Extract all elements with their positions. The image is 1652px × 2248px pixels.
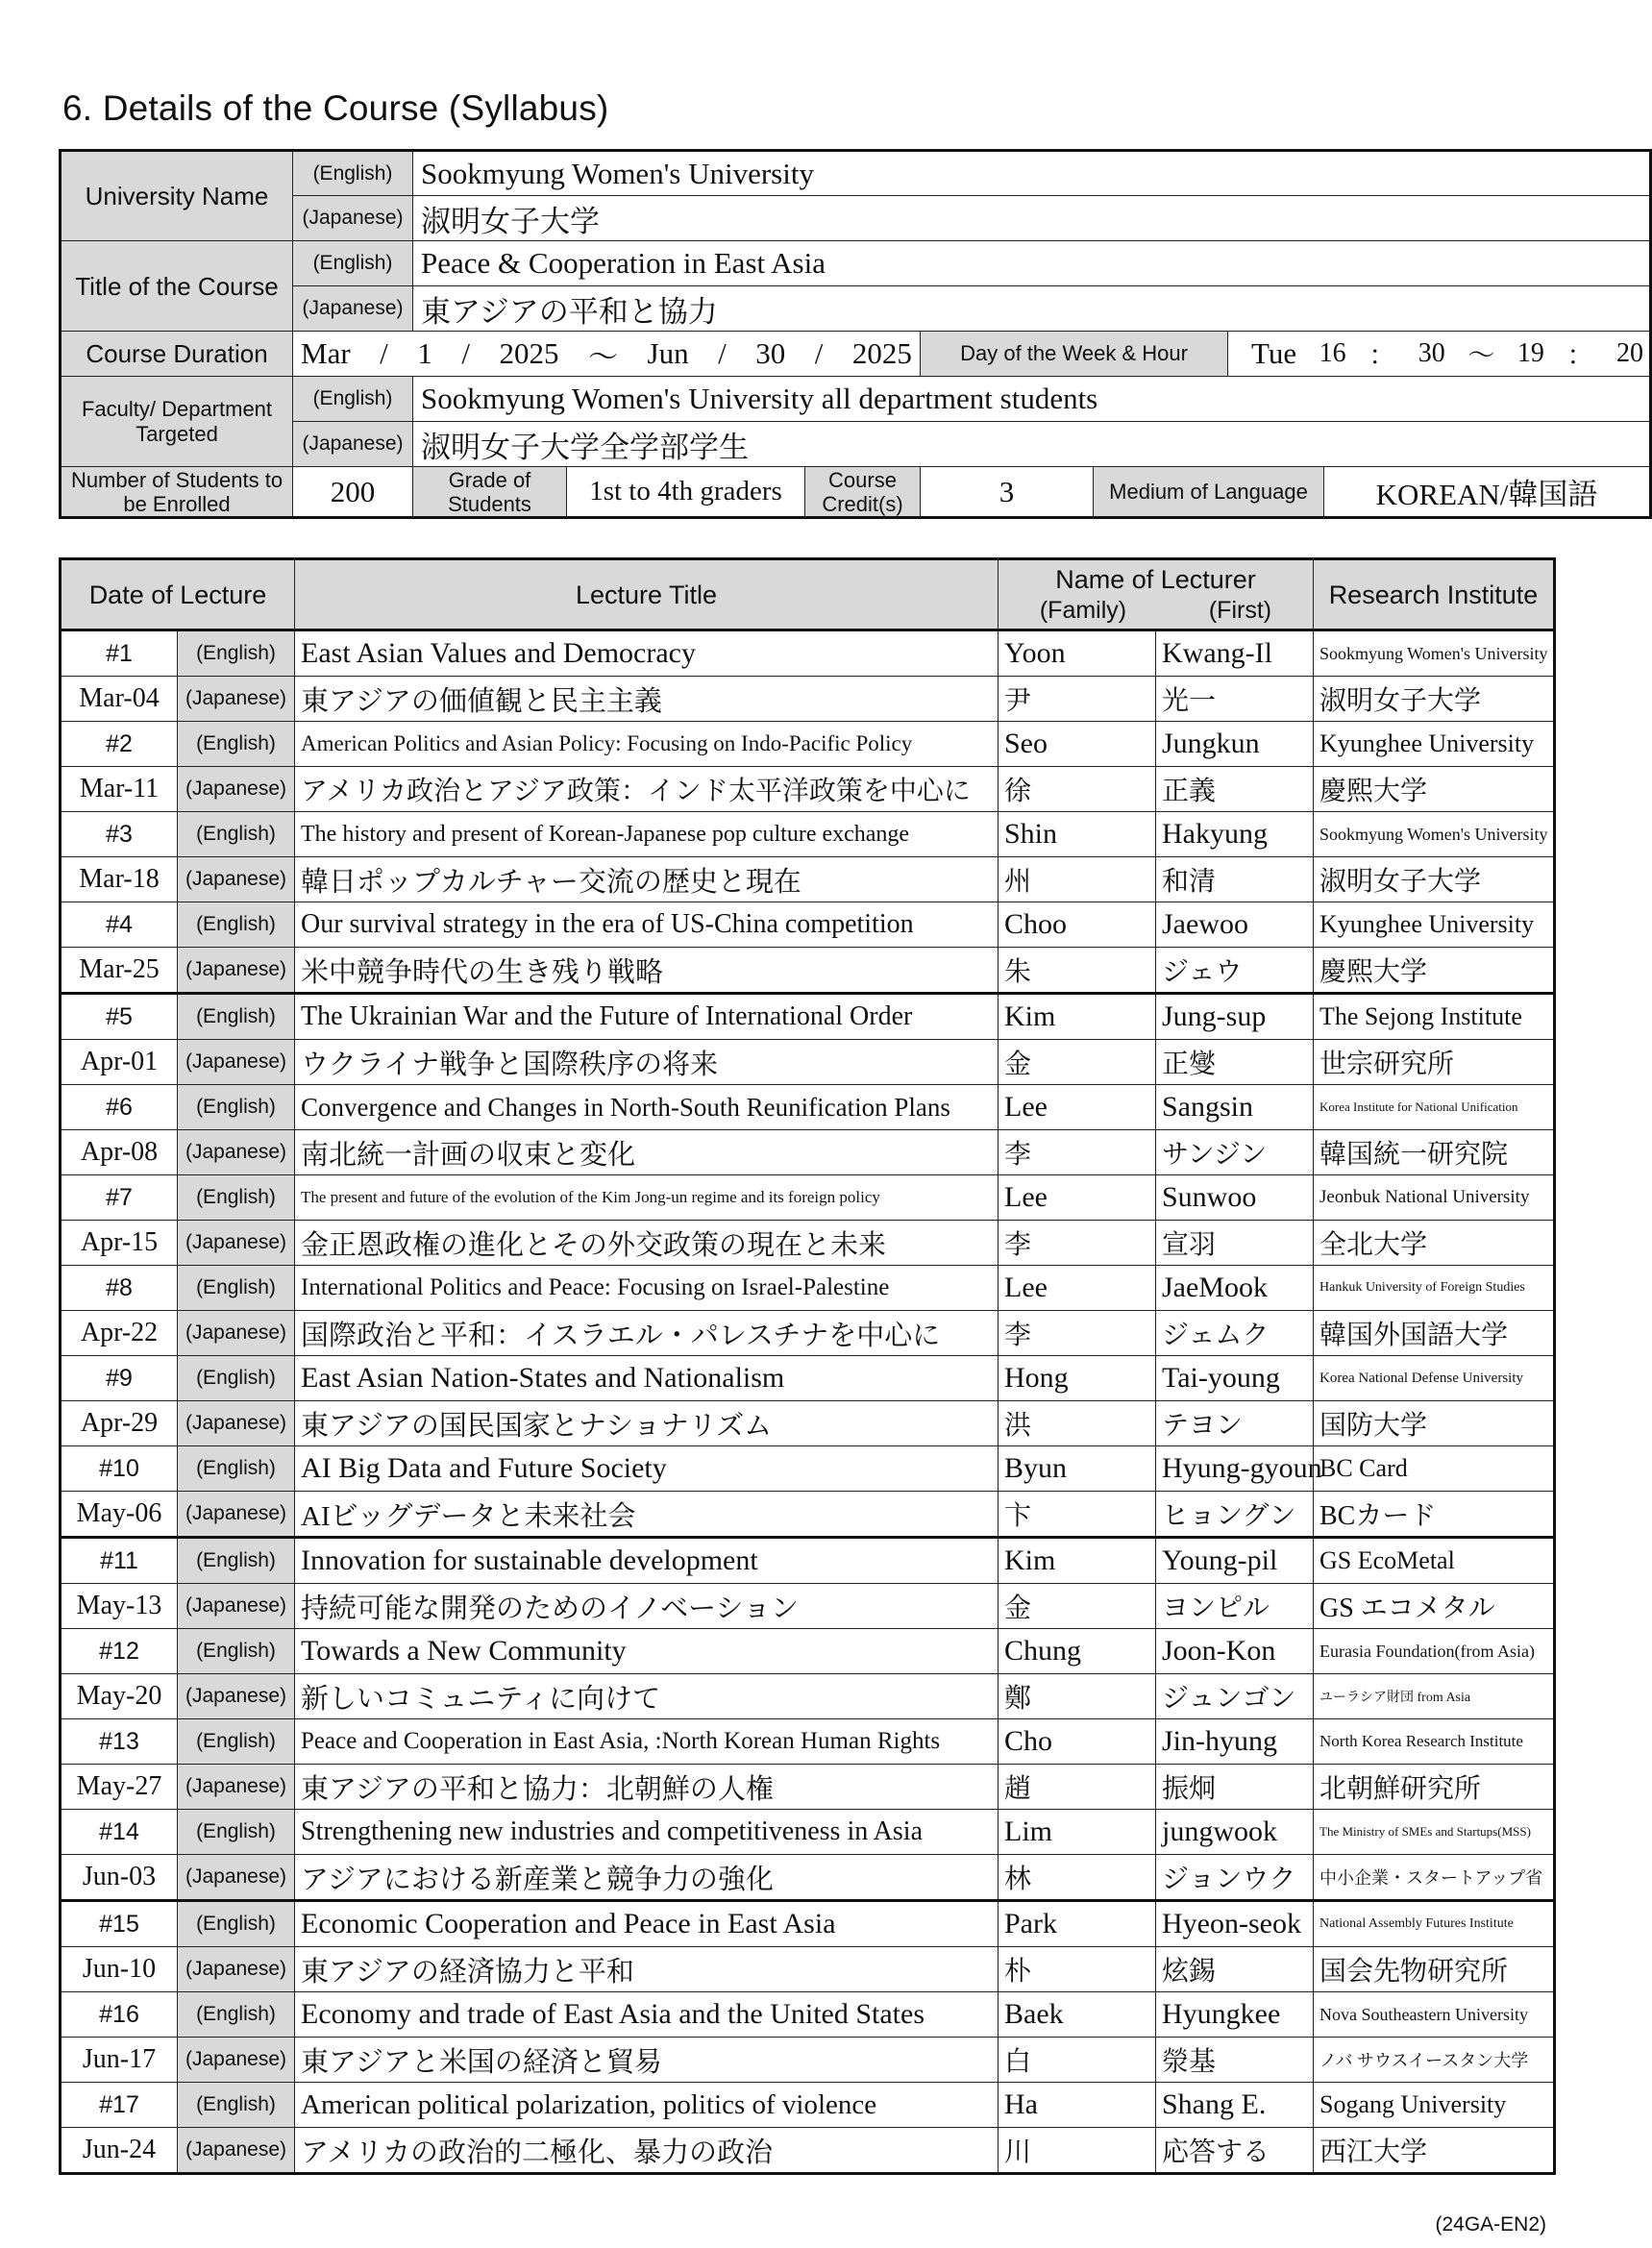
lecture-title-ja: 東アジアの経済協力と平和 [295, 1947, 999, 1992]
lecturer-family-en: Byun [999, 1446, 1156, 1492]
lecture-number: #13 [61, 1719, 178, 1765]
lecture-row-english [61, 812, 1555, 857]
lecturer-family-ja: 鄭 [999, 1674, 1156, 1719]
duration-slash: / [461, 336, 470, 370]
institute-ja: 韓国統一研究院 [1314, 1130, 1555, 1175]
lecture-row-english [61, 2083, 1555, 2128]
students-count: 200 [293, 467, 413, 518]
lecture-row-japanese [61, 1401, 1555, 1446]
lecture-title-en: Convergence and Changes in North-South Reunification Plans [295, 1085, 999, 1130]
lecturer-family-en: Choo [999, 902, 1156, 948]
language-label: Medium of Language [1094, 467, 1324, 518]
lecturer-first-en: Tai-young [1156, 1356, 1314, 1401]
japanese-tag: (Japanese) [293, 196, 413, 241]
lecture-row-english [61, 722, 1555, 767]
japanese-tag: (Japanese) [178, 1947, 295, 1992]
duration-end-year: 2025 [851, 336, 912, 370]
japanese-tag: (Japanese) [178, 1855, 295, 1901]
lecturer-first-ja: サンジン [1156, 1130, 1314, 1175]
institute-ja: 韓国外国語大学 [1314, 1311, 1555, 1356]
lecturer-first-ja: 応答する [1156, 2128, 1314, 2174]
lecturer-first-ja: 炫錫 [1156, 1947, 1314, 1992]
lecturer-family-ja: 趙 [999, 1765, 1156, 1810]
lecture-title-en: American political polarization, politics of violence [295, 2083, 999, 2128]
start-minute: 30 [1418, 338, 1445, 368]
english-tag: (English) [178, 1446, 295, 1492]
japanese-tag: (Japanese) [178, 1401, 295, 1446]
english-tag: (English) [178, 1992, 295, 2038]
lecture-title-ja: 南北統一計画の収束と変化 [295, 1130, 999, 1175]
lecturer-family-ja: 洪 [999, 1401, 1156, 1446]
colon: ： [1566, 341, 1594, 371]
lecturer-family-en: Chung [999, 1629, 1156, 1674]
institute-en: Korea Institute for National Unification [1314, 1085, 1555, 1130]
institute-en: Kyunghee University [1314, 722, 1555, 767]
lecture-number: #17 [61, 2083, 178, 2128]
course-title-en: Peace & Cooperation in East Asia [413, 241, 1651, 286]
lecture-row-japanese [61, 1674, 1555, 1719]
institute-en: Nova Southeastern University [1314, 1992, 1555, 2038]
english-tag: (English) [178, 1810, 295, 1855]
lecturer-family-en: Kim [999, 1538, 1156, 1584]
lecturer-first-en: Jung-sup [1156, 994, 1314, 1040]
lecturer-family-en: Ha [999, 2083, 1156, 2128]
lecture-title-ja: ウクライナ戦争と国際秩序の将来 [295, 1040, 999, 1085]
lecturer-first-en: Sangsin [1156, 1085, 1314, 1130]
colon: ： [1368, 341, 1396, 371]
lecture-date: Mar-18 [61, 857, 178, 902]
lecture-row-english [61, 1810, 1555, 1855]
header-lecturer [999, 559, 1314, 630]
english-tag: (English) [178, 812, 295, 857]
lecturer-first-ja: 正燮 [1156, 1040, 1314, 1085]
lecture-title-ja: 金正恩政権の進化とその外交政策の現在と未来 [295, 1221, 999, 1266]
lecture-title-en: American Politics and Asian Policy: Focusing on Indo-Pacific Policy [295, 722, 999, 767]
institute-en: The Ministry of SMEs and Startups(MSS) [1314, 1810, 1555, 1855]
institute-ja: 北朝鮮研究所 [1314, 1765, 1555, 1810]
english-tag: (English) [178, 1356, 295, 1401]
end-hour: 19 [1516, 338, 1544, 368]
english-tag: (English) [178, 902, 295, 948]
lecture-number: #12 [61, 1629, 178, 1674]
lecture-date: Jun-03 [61, 1855, 178, 1901]
institute-en: Sogang University [1314, 2083, 1555, 2128]
lecture-date: May-06 [61, 1492, 178, 1538]
lecturer-first-ja: テヨン [1156, 1401, 1314, 1446]
institute-en: Korea National Defense University [1314, 1356, 1555, 1401]
english-tag: (English) [178, 1901, 295, 1947]
institute-en: National Assembly Futures Institute [1314, 1901, 1555, 1947]
course-info-table [59, 149, 1652, 519]
duration-slash: / [718, 336, 727, 370]
language-value: KOREAN/韓国語 [1324, 467, 1651, 518]
duration-end-day: 30 [755, 336, 786, 370]
institute-ja: ノバ サウスイースタン大学 [1314, 2038, 1555, 2083]
lecture-row-japanese [61, 1040, 1555, 1085]
english-tag: (English) [178, 1085, 295, 1130]
lecture-row-english [61, 1629, 1555, 1674]
university-name-ja: 淑明女子大学 [413, 196, 1651, 241]
lecture-number: #4 [61, 902, 178, 948]
lecturer-family-en: Hong [999, 1356, 1156, 1401]
japanese-tag: (Japanese) [178, 2128, 295, 2174]
institute-en: Jeonbuk National University [1314, 1175, 1555, 1221]
lecture-row-english [61, 902, 1555, 948]
lecturer-family-ja: 尹 [999, 677, 1156, 722]
lecture-row-japanese [61, 2128, 1555, 2174]
institute-ja: 淑明女子大学 [1314, 677, 1555, 722]
lecture-schedule-table [59, 557, 1556, 2175]
lecture-title-en: Innovation for sustainable development [295, 1538, 999, 1584]
lecture-title-en: The present and future of the evolution of the Kim Jong-un regime and its foreign policy [295, 1175, 999, 1221]
lecture-row-english [61, 1446, 1555, 1492]
institute-en: Hankuk University of Foreign Studies [1314, 1266, 1555, 1311]
institute-ja: 全北大学 [1314, 1221, 1555, 1266]
duration-start-month: Mar [301, 336, 351, 370]
page-title: 6. Details of the Course (Syllabus) [62, 88, 609, 128]
lecturer-family-ja: 李 [999, 1130, 1156, 1175]
lecturer-first-ja: 光一 [1156, 677, 1314, 722]
institute-en: GS EcoMetal [1314, 1538, 1555, 1584]
lecture-number: #6 [61, 1085, 178, 1130]
lecturer-first-ja: ヒョングン [1156, 1492, 1314, 1538]
duration-slash: / [380, 336, 388, 370]
lecture-title-ja: 東アジアの価値観と民主主義 [295, 677, 999, 722]
course-duration-label: Course Duration [61, 332, 293, 377]
lecture-title-en: East Asian Nation-States and Nationalism [295, 1356, 999, 1401]
document-code: (24GA-EN2) [1435, 2213, 1546, 2236]
lecturer-first-en: Hyung-gyoun [1156, 1446, 1314, 1492]
lecture-title-ja: アメリカの政治的二極化、暴力の政治 [295, 2128, 999, 2174]
lecture-title-en: Towards a New Community [295, 1629, 999, 1674]
lecture-date: May-20 [61, 1674, 178, 1719]
japanese-tag: (Japanese) [178, 1674, 295, 1719]
lecturer-first-en: Young-pil [1156, 1538, 1314, 1584]
institute-ja: 中小企業・スタートアップ省 [1314, 1855, 1555, 1901]
lecture-date: Mar-25 [61, 948, 178, 994]
lecturer-first-en: JaeMook [1156, 1266, 1314, 1311]
japanese-tag: (Japanese) [178, 767, 295, 812]
institute-ja: 国防大学 [1314, 1401, 1555, 1446]
faculty-en: Sookmyung Women's University all department students [413, 377, 1651, 422]
lecture-title-ja: 東アジアの国民国家とナショナリズム [295, 1401, 999, 1446]
lecture-title-en: East Asian Values and Democracy [295, 630, 999, 677]
lecture-title-en: Peace and Cooperation in East Asia, :North Korean Human Rights [295, 1719, 999, 1765]
japanese-tag: (Japanese) [178, 1221, 295, 1266]
lecture-date: Apr-29 [61, 1401, 178, 1446]
lecture-row-english [61, 1085, 1555, 1130]
lecturer-first-ja: ジェウ [1156, 948, 1314, 994]
lecturer-first-en: Kwang-Il [1156, 630, 1314, 677]
credit-label: Course Credit(s) [805, 467, 921, 518]
lecture-row-english [61, 994, 1555, 1040]
lecture-title-en: Economic Cooperation and Peace in East Asia [295, 1901, 999, 1947]
lecture-title-ja: アメリカ政治とアジア政策：インド太平洋政策を中心に [295, 767, 999, 812]
lecture-title-ja: 東アジアの平和と協力：北朝鮮の人権 [295, 1765, 999, 1810]
lecture-row-japanese [61, 948, 1555, 994]
lecture-number: #8 [61, 1266, 178, 1311]
lecture-date: Jun-10 [61, 1947, 178, 1992]
english-tag: (English) [178, 1719, 295, 1765]
header-institute: Research Institute [1314, 559, 1555, 630]
lecture-row-japanese [61, 1947, 1555, 1992]
grade-label: Grade of Students [413, 467, 567, 518]
lecturer-family-en: Lee [999, 1266, 1156, 1311]
lecturer-first-en: Sunwoo [1156, 1175, 1314, 1221]
end-minute: 20 [1615, 338, 1643, 368]
lecture-row-english [61, 1538, 1555, 1584]
lecturer-first-en: Shang E. [1156, 2083, 1314, 2128]
header-first: (First) [1208, 596, 1272, 624]
day-hour [1228, 332, 1651, 377]
lecture-number: #15 [61, 1901, 178, 1947]
institute-ja: GS エコメタル [1314, 1584, 1555, 1629]
lecture-number: #9 [61, 1356, 178, 1401]
lecture-number: #1 [61, 630, 178, 677]
lecturer-first-ja: 振炯 [1156, 1765, 1314, 1810]
japanese-tag: (Japanese) [293, 422, 413, 467]
duration-tilde: ～ [587, 339, 618, 374]
lecturer-family-en: Park [999, 1901, 1156, 1947]
time-tilde: ～ [1467, 341, 1495, 371]
lecture-row-japanese [61, 1855, 1555, 1901]
lecture-title-en: The history and present of Korean-Japanese pop culture exchange [295, 812, 999, 857]
lecture-number: #10 [61, 1446, 178, 1492]
start-hour: 16 [1319, 338, 1346, 368]
lecturer-first-ja: ジュンゴン [1156, 1674, 1314, 1719]
japanese-tag: (Japanese) [178, 1130, 295, 1175]
lecture-number: #11 [61, 1538, 178, 1584]
lecture-title-en: International Politics and Peace: Focusing on Israel-Palestine [295, 1266, 999, 1311]
english-tag: (English) [178, 722, 295, 767]
english-tag: (English) [178, 994, 295, 1040]
lecture-row-japanese [61, 1765, 1555, 1810]
institute-ja: ユーラシア財団 from Asia [1314, 1674, 1555, 1719]
institute-en: Eurasia Foundation(from Asia) [1314, 1629, 1555, 1674]
lecture-title-en: AI Big Data and Future Society [295, 1446, 999, 1492]
lecturer-family-en: Yoon [999, 630, 1156, 677]
lecture-row-english [61, 1992, 1555, 2038]
header-title: Lecture Title [295, 559, 999, 630]
lecture-date: Apr-01 [61, 1040, 178, 1085]
day-of-week: Tue [1251, 336, 1297, 370]
lecture-row-japanese [61, 767, 1555, 812]
lecture-number: #5 [61, 994, 178, 1040]
japanese-tag: (Japanese) [293, 286, 413, 332]
lecture-row-japanese [61, 1130, 1555, 1175]
lecturer-first-en: Jungkun [1156, 722, 1314, 767]
lecture-row-japanese [61, 1221, 1555, 1266]
lecture-row-english [61, 1356, 1555, 1401]
lecture-title-ja: 新しいコミュニティに向けて [295, 1674, 999, 1719]
lecture-number: #7 [61, 1175, 178, 1221]
lecturer-first-ja: ヨンピル [1156, 1584, 1314, 1629]
grade-value: 1st to 4th graders [567, 467, 805, 518]
lecture-title-ja: 韓日ポップカルチャー交流の歴史と現在 [295, 857, 999, 902]
header-date: Date of Lecture [61, 559, 295, 630]
day-hour-label: Day of the Week & Hour [921, 332, 1228, 377]
japanese-tag: (Japanese) [178, 1311, 295, 1356]
faculty-ja: 淑明女子大学全学部学生 [413, 422, 1651, 467]
lecturer-family-ja: 白 [999, 2038, 1156, 2083]
lecturer-family-ja: 朴 [999, 1947, 1156, 1992]
lecturer-first-en: Jin-hyung [1156, 1719, 1314, 1765]
duration-start-day: 1 [417, 336, 432, 370]
institute-ja: 淑明女子大学 [1314, 857, 1555, 902]
faculty-label: Faculty/ Department Targeted [61, 377, 293, 467]
lecturer-family-ja: 林 [999, 1855, 1156, 1901]
institute-en: BC Card [1314, 1446, 1555, 1492]
lecture-row-japanese [61, 1584, 1555, 1629]
lecturer-family-en: Shin [999, 812, 1156, 857]
lecturer-family-ja: 卞 [999, 1492, 1156, 1538]
japanese-tag: (Japanese) [178, 1765, 295, 1810]
duration-slash: / [814, 336, 824, 370]
institute-ja: 世宗研究所 [1314, 1040, 1555, 1085]
lecture-title-ja: 持続可能な開発のためのイノベーション [295, 1584, 999, 1629]
institute-ja: 慶熙大学 [1314, 767, 1555, 812]
lecture-title-ja: 国際政治と平和：イスラエル・パレスチナを中心に [295, 1311, 999, 1356]
lecture-row-english [61, 1266, 1555, 1311]
lecture-row-japanese [61, 857, 1555, 902]
lecture-title-en: Strengthening new industries and competitiveness in Asia [295, 1810, 999, 1855]
institute-en: The Sejong Institute [1314, 994, 1555, 1040]
lecture-row-japanese [61, 2038, 1555, 2083]
lecture-date: Apr-08 [61, 1130, 178, 1175]
english-tag: (English) [293, 241, 413, 286]
institute-ja: BCカード [1314, 1492, 1555, 1538]
students-label: Number of Students to be Enrolled [61, 467, 293, 518]
lecturer-family-ja: 朱 [999, 948, 1156, 994]
lecturer-family-ja: 徐 [999, 767, 1156, 812]
lecturer-first-en: Hyeon-seok [1156, 1901, 1314, 1947]
lecturer-first-ja: ジョンウク [1156, 1855, 1314, 1901]
japanese-tag: (Japanese) [178, 1492, 295, 1538]
institute-en: North Korea Research Institute [1314, 1719, 1555, 1765]
english-tag: (English) [178, 2083, 295, 2128]
lecture-title-ja: AIビッグデータと未来社会 [295, 1492, 999, 1538]
lecturer-first-en: Hakyung [1156, 812, 1314, 857]
lecture-number: #3 [61, 812, 178, 857]
lecture-date: Mar-04 [61, 677, 178, 722]
lecture-title-ja: 東アジアと米国の経済と貿易 [295, 2038, 999, 2083]
lecture-title-ja: 米中競争時代の生き残り戦略 [295, 948, 999, 994]
lecturer-first-ja: 宣羽 [1156, 1221, 1314, 1266]
english-tag: (English) [178, 1629, 295, 1674]
header-lecturer-name: Name of Lecturer [1055, 564, 1256, 594]
lecturer-family-ja: 川 [999, 2128, 1156, 2174]
japanese-tag: (Japanese) [178, 948, 295, 994]
english-tag: (English) [178, 1538, 295, 1584]
lecturer-first-ja: 和清 [1156, 857, 1314, 902]
institute-ja: 慶熙大学 [1314, 948, 1555, 994]
lecture-row-english [61, 1719, 1555, 1765]
lecturer-family-ja: 金 [999, 1584, 1156, 1629]
lecturer-family-en: Seo [999, 722, 1156, 767]
english-tag: (English) [178, 630, 295, 677]
lecturer-family-en: Kim [999, 994, 1156, 1040]
lecturer-family-en: Lee [999, 1085, 1156, 1130]
institute-en: Sookmyung Women's University [1314, 630, 1555, 677]
credit-value: 3 [921, 467, 1094, 518]
lecturer-first-en: jungwook [1156, 1810, 1314, 1855]
lecturer-family-ja: 金 [999, 1040, 1156, 1085]
lecturer-first-ja: 滎基 [1156, 2038, 1314, 2083]
english-tag: (English) [178, 1175, 295, 1221]
lecture-row-english [61, 1175, 1555, 1221]
japanese-tag: (Japanese) [178, 677, 295, 722]
lecture-date: May-27 [61, 1765, 178, 1810]
lecture-number: #16 [61, 1992, 178, 2038]
lecturer-first-en: Jaewoo [1156, 902, 1314, 948]
japanese-tag: (Japanese) [178, 2038, 295, 2083]
japanese-tag: (Japanese) [178, 1040, 295, 1085]
lecturer-family-ja: 李 [999, 1311, 1156, 1356]
lecturer-family-ja: 州 [999, 857, 1156, 902]
lecture-date: Apr-22 [61, 1311, 178, 1356]
lecture-title-ja: アジアにおける新産業と競争力の強化 [295, 1855, 999, 1901]
lecture-date: May-13 [61, 1584, 178, 1629]
duration-end-month: Jun [647, 336, 689, 370]
duration-start-year: 2025 [499, 336, 559, 370]
institute-en: Sookmyung Women's University [1314, 812, 1555, 857]
lecturer-family-en: Baek [999, 1992, 1156, 2038]
lecturer-family-en: Cho [999, 1719, 1156, 1765]
lecture-title-en: The Ukrainian War and the Future of International Order [295, 994, 999, 1040]
lecture-row-japanese [61, 1492, 1555, 1538]
english-tag: (English) [293, 151, 413, 196]
lecture-date: Mar-11 [61, 767, 178, 812]
lecturer-first-en: Joon-Kon [1156, 1629, 1314, 1674]
lecturer-first-en: Hyungkee [1156, 1992, 1314, 2038]
lecture-number: #2 [61, 722, 178, 767]
institute-ja: 国会先物研究所 [1314, 1947, 1555, 1992]
lecture-number: #14 [61, 1810, 178, 1855]
lecture-date: Jun-17 [61, 2038, 178, 2083]
institute-en: Kyunghee University [1314, 902, 1555, 948]
lecture-date: Jun-24 [61, 2128, 178, 2174]
lecturer-family-en: Lee [999, 1175, 1156, 1221]
university-name-label: University Name [61, 151, 293, 241]
course-title-ja: 東アジアの平和と協力 [413, 286, 1651, 332]
lecturer-family-en: Lim [999, 1810, 1156, 1855]
header-family: (Family) [1039, 596, 1127, 624]
japanese-tag: (Japanese) [178, 1584, 295, 1629]
lecture-date: Apr-15 [61, 1221, 178, 1266]
lecturer-first-ja: 正義 [1156, 767, 1314, 812]
course-duration [293, 332, 921, 377]
lecture-title-en: Our survival strategy in the era of US-China competition [295, 902, 999, 948]
university-name-en: Sookmyung Women's University [413, 151, 1651, 196]
lecture-row-japanese [61, 677, 1555, 722]
japanese-tag: (Japanese) [178, 857, 295, 902]
lecturer-first-ja: ジェムク [1156, 1311, 1314, 1356]
course-title-label: Title of the Course [61, 241, 293, 332]
lecture-title-en: Economy and trade of East Asia and the United States [295, 1992, 999, 2038]
lecturer-family-ja: 李 [999, 1221, 1156, 1266]
lecture-row-english [61, 1901, 1555, 1947]
lecture-row-japanese [61, 1311, 1555, 1356]
english-tag: (English) [178, 1266, 295, 1311]
lecture-row-english [61, 630, 1555, 677]
english-tag: (English) [293, 377, 413, 422]
institute-ja: 西江大学 [1314, 2128, 1555, 2174]
